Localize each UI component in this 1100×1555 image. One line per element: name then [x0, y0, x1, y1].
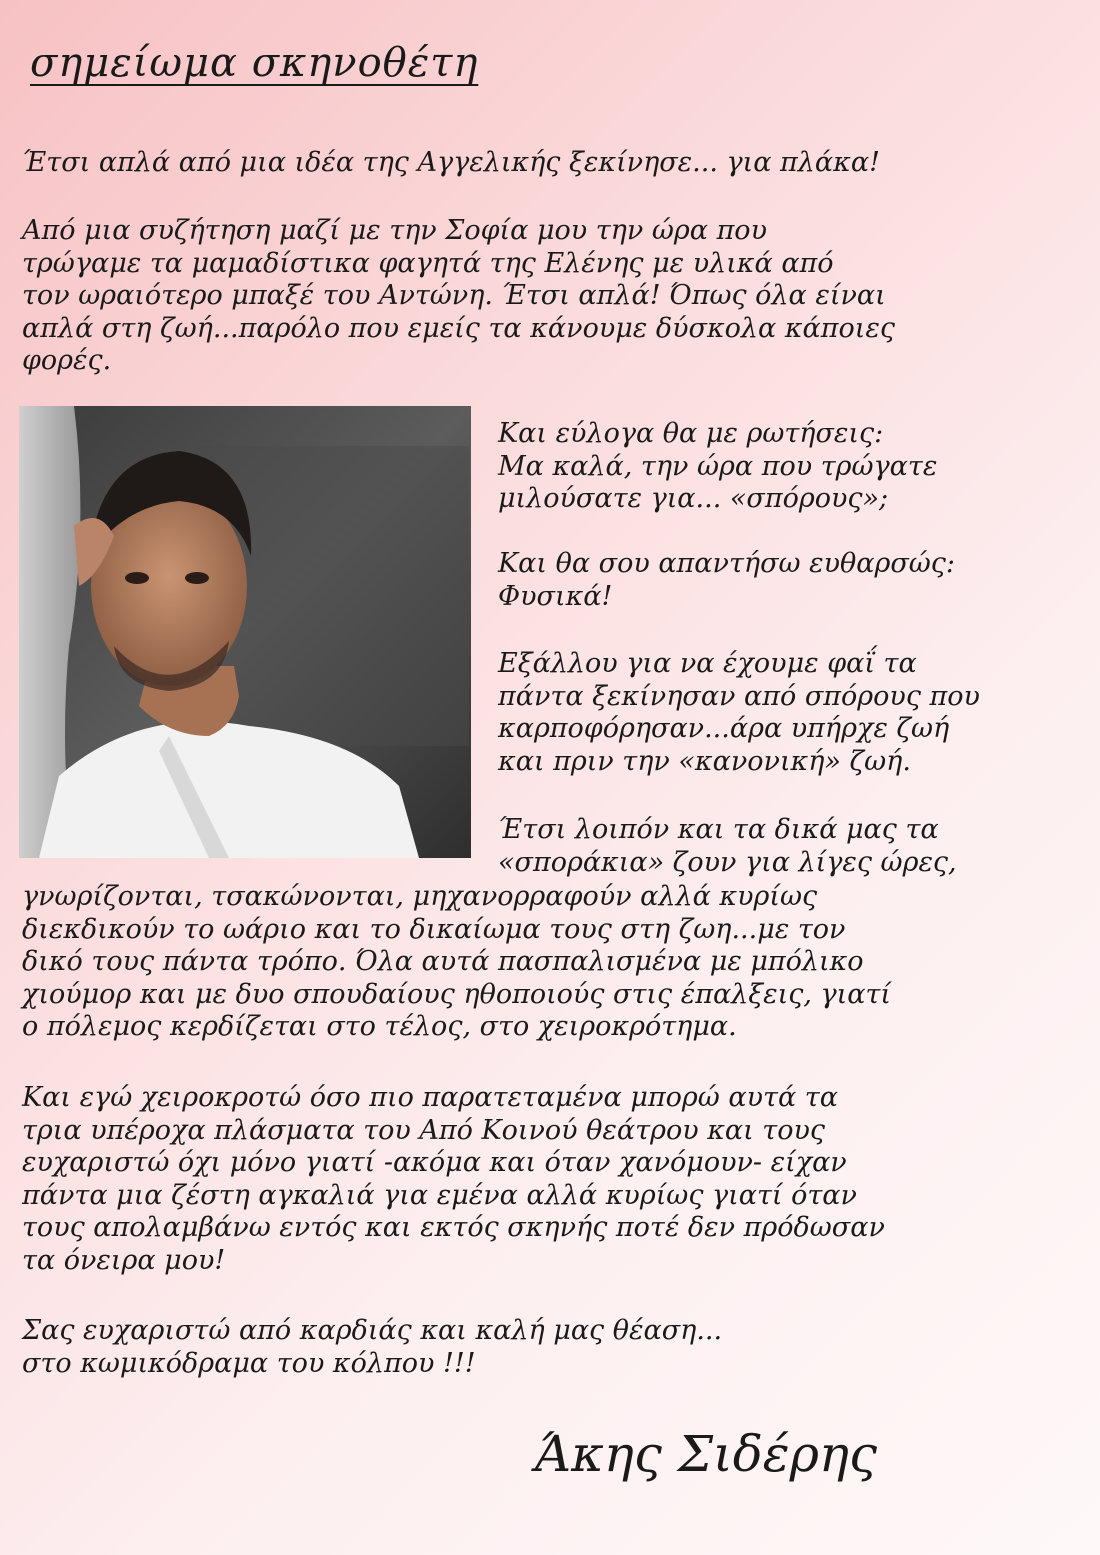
side-paragraph-answer	[498, 548, 1078, 613]
text-line: ευχαριστώ όχι μόνο γιατί -ακόμα και όταν χανόμουν- είχαν	[22, 1147, 847, 1178]
text-line: ο πόλεμος κερδίζεται στο τέλος, στο χειροκρότημα.	[22, 1011, 737, 1042]
intro-paragraph: Έτσι απλά από μια ιδέα της Αγγελικής ξεκίνησε... για πλάκα!	[22, 147, 880, 178]
text-line: καρποφόρησαν...άρα υπήρχε ζωή	[498, 713, 950, 744]
paragraph-thanks	[22, 1082, 1082, 1277]
text-line: Από μια συζήτηση μαζί με την Σοφία μου την ώρα που	[22, 215, 767, 246]
paragraph-conversation	[22, 215, 1082, 378]
side-paragraph-question	[498, 418, 1078, 516]
text-line: μιλούσατε για... «σπόρους»;	[498, 483, 889, 514]
text-line: χιούμορ και με δυο σπουδαίους ηθοποιούς στις έπαλξεις, γιατί	[22, 978, 891, 1010]
paragraph-story	[22, 881, 1082, 1044]
text-line: πάντα ξεκίνησαν από σπόρους που	[498, 680, 980, 712]
text-line: Φυσικά!	[498, 580, 613, 612]
text-line: απλά στη ζωή...παρόλο που εμείς τα κάνουμε δύσκολα κάποιες	[22, 312, 895, 344]
text-line: Και θα σου απαντήσω ευθαρσώς:	[498, 548, 956, 579]
text-line: τον ωραιότερο μπαξέ του Αντώνη. Έτσι απλά! Όπως όλα είναι	[22, 280, 886, 311]
text-line: «σποράκια» ζουν για λίγες ώρες,	[498, 846, 957, 878]
text-line: Έτσι λοιπόν και τα δικά μας τα	[498, 814, 939, 845]
side-paragraph-seeds	[498, 648, 1078, 778]
text-line: και πριν την «κανονική» ζωή.	[498, 745, 911, 777]
side-paragraph-sporakia	[498, 814, 1078, 879]
text-line: γνωρίζονται, τσακώνονται, μηχανορραφούν αλλά κυρίως	[22, 881, 818, 912]
text-line: τρια υπέροχα πλάσματα του Από Κοινού θεάτρου και τους	[22, 1114, 826, 1146]
text-line: στο κωμικόδραμα του κόλπου !!!	[22, 1347, 476, 1379]
text-line: δικό τους πάντα τρόπο. Όλα αυτά πασπαλισμένα με μπόλικο	[22, 946, 864, 977]
text-line: φορές.	[22, 345, 112, 376]
text-line: τους απολαμβάνω εντός και εκτός σκηνής ποτέ δεν πρόδωσαν	[22, 1212, 885, 1243]
signature: Άκης Σιδέρης	[535, 1425, 877, 1483]
text-line: τρώγαμε τα μαμαδίστικα φαγητά της Ελένης με υλικά από	[22, 247, 834, 279]
paragraph-closing	[22, 1315, 1082, 1380]
text-line: τα όνειρα μου!	[22, 1244, 226, 1276]
text-line: διεκδικούν το ωάριο και το δικαίωμα τους στη ζωη...με τον	[22, 913, 846, 945]
text-line: Εξάλλου για να έχουμε φαΐ τα	[498, 648, 917, 679]
text-line: Μα καλά, την ώρα που τρώγατε	[498, 450, 938, 482]
text-line: Σας ευχαριστώ από καρδιάς και καλή μας θέαση...	[22, 1315, 723, 1346]
page-title: σημείωμα σκηνοθέτη	[30, 40, 479, 86]
text-line: Και εύλογα θα με ρωτήσεις:	[498, 418, 884, 449]
text-line: πάντα μια ζέστη αγκαλιά για εμένα αλλά κυρίως γιατί όταν	[22, 1179, 857, 1211]
director-portrait-photo	[19, 406, 471, 858]
text-line: Και εγώ χειροκροτώ όσο πιο παρατεταμένα μπορώ αυτά τα	[22, 1082, 838, 1113]
